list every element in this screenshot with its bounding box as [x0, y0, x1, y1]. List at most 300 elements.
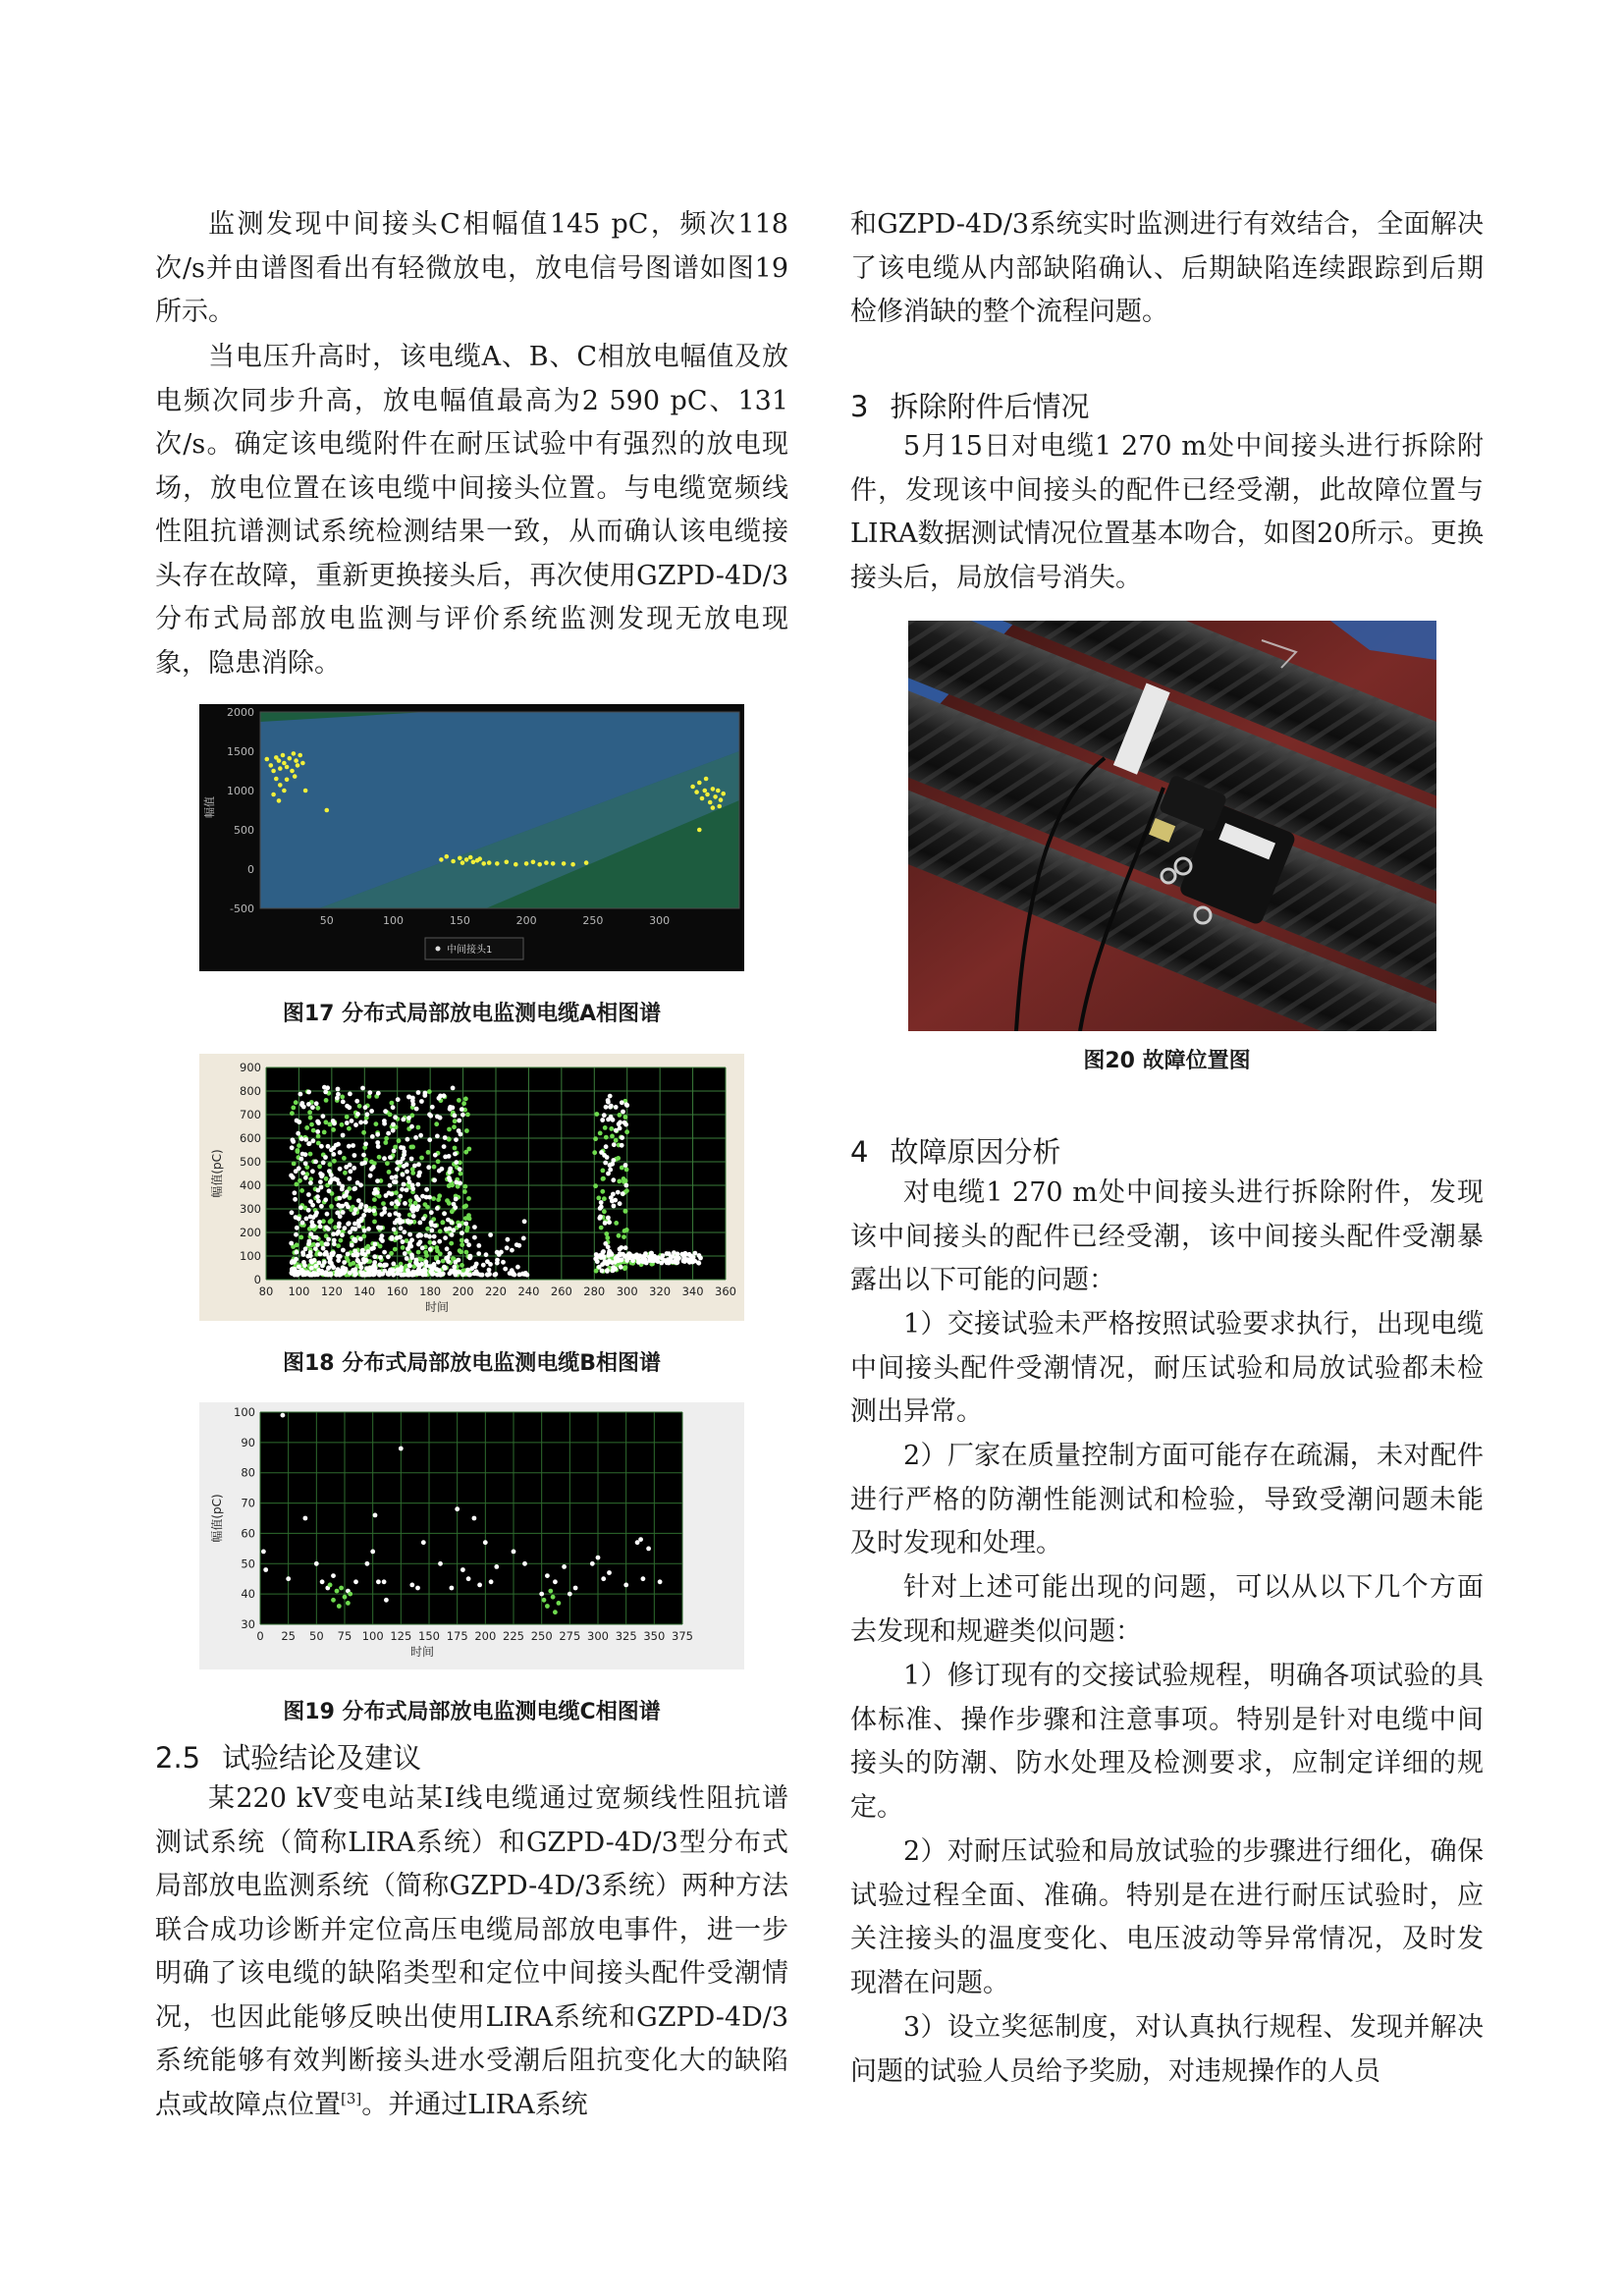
fig18-point: [611, 1177, 616, 1182]
fig19-point: [477, 1583, 482, 1588]
fig18-point: [432, 1165, 437, 1170]
fig18-point: [387, 1270, 392, 1275]
fig18-point: [595, 1259, 600, 1264]
fig18-point: [692, 1259, 697, 1264]
fig18-point: [431, 1272, 436, 1277]
fig18-point: [329, 1204, 334, 1209]
fig17-point: [303, 789, 308, 793]
fig18-point: [304, 1217, 309, 1222]
left-paragraph-2: 当电压升高时，该电缆A、B、C相放电幅值及放电频次同步升高，放电幅值最高为2 590 pC、131次/s。确定该电缆附件在耐压试验中有强烈的放电现场，放电位置在该电缆中间接头位置。与电缆宽频线性阻抗谱测试系统检测结果一致，从而确认该电缆接头存在故障，重新更换接头后，再次使用GZPD-4D/3分布式局部放电监测与评价系统监测发现无放电现象，隐患消除。: [155, 342, 788, 679]
fig18-point: [359, 1265, 364, 1270]
fig18-point: [381, 1201, 386, 1206]
fig18-point: [682, 1253, 687, 1258]
fig18-point: [352, 1153, 357, 1158]
fig18-point: [409, 1124, 414, 1129]
fig18-point: [382, 1156, 387, 1161]
fig18-point: [474, 1262, 479, 1267]
fig18-point: [330, 1252, 335, 1257]
fig18-point: [310, 1105, 315, 1110]
fig18-point: [303, 1137, 308, 1142]
fig18-point: [290, 1145, 295, 1150]
fig17-ylabel: 幅值: [203, 796, 216, 818]
fig18-point: [315, 1129, 320, 1134]
fig18-point: [303, 1161, 308, 1166]
fig18-point: [602, 1113, 607, 1118]
fig18-point: [602, 1196, 607, 1201]
fig18-point: [345, 1121, 350, 1125]
citation-ref: [3]: [341, 2089, 362, 2107]
fig18-point: [338, 1150, 343, 1155]
fig18-xtick: 360: [715, 1285, 736, 1298]
fig18-point: [515, 1265, 520, 1270]
fig18-point: [300, 1171, 305, 1175]
figure-20-photo: [908, 621, 1436, 1031]
right-paragraph-6: 针对上述可能出现的问题，可以从以下几个方面去发现和规避类似问题：: [850, 1572, 1484, 1647]
fig19-point: [573, 1586, 578, 1591]
fig19-xtick: 50: [309, 1629, 324, 1643]
left-paragraph-3-text: 某220 kV变电站某I线电缆通过宽频线性阻抗谱测试系统（简称LIRA系统）和GZPD-4D/3型分布式局部放电监测系统（简称GZPD-4D/3系统）两种方法联合成功诊断并定位高压电缆局部放电事件，进一步明确了该电缆的缺陷类型和定位中间接头配件受潮情况，也因此能够反映出使用LIRA系统和GZPD-4D/3系统能够有效判断接头进水受潮后阻抗变化大的缺陷点或故障点位置: [155, 1783, 788, 2120]
fig18-point: [355, 1252, 360, 1257]
fig18-point: [369, 1246, 374, 1251]
fig18-point: [348, 1092, 352, 1097]
fig18-point: [443, 1135, 448, 1140]
fig18-point: [451, 1086, 456, 1091]
fig18-point: [363, 1204, 368, 1209]
fig18-point: [316, 1199, 321, 1204]
fig18-point: [463, 1097, 468, 1102]
right-paragraph-2: 5月15日对电缆1 270 m处中间接头进行拆除附件，发现该中间接头的配件已经受潮，此故障位置与LIRA数据测试情况位置基本吻合，如图20所示。更换接头后，局放信号消失。: [850, 431, 1484, 593]
fig18-point: [466, 1242, 471, 1247]
fig18-point: [293, 1267, 298, 1272]
fig18-point: [326, 1237, 331, 1242]
fig18-point: [442, 1144, 447, 1149]
fig19-point: [281, 1413, 286, 1418]
fig18-point: [342, 1194, 347, 1199]
fig18-point: [425, 1227, 430, 1231]
fig18-point: [336, 1258, 341, 1263]
fig18-point: [437, 1169, 442, 1174]
fig18-point: [332, 1159, 337, 1164]
fig18-point: [434, 1121, 439, 1126]
fig18-point: [369, 1109, 374, 1114]
fig18-point: [686, 1259, 691, 1264]
fig19-point: [455, 1506, 460, 1511]
fig18-point: [308, 1180, 313, 1185]
fig18-point: [603, 1259, 608, 1264]
fig18-point: [488, 1262, 493, 1267]
fig18-point: [394, 1190, 399, 1195]
fig17-point: [439, 857, 444, 862]
fig18-point: [431, 1196, 436, 1201]
fig18-point: [472, 1225, 477, 1230]
fig19-point: [331, 1573, 336, 1578]
fig18-point: [375, 1140, 380, 1145]
fig18-point: [322, 1130, 327, 1135]
fig18-point: [618, 1247, 622, 1252]
fig18-point: [604, 1231, 609, 1236]
fig18-point: [403, 1251, 407, 1256]
fig18-point: [324, 1226, 329, 1230]
fig18-point: [620, 1143, 624, 1148]
fig18-point: [332, 1241, 337, 1246]
fig18-point: [299, 1157, 304, 1162]
fig17-point: [281, 753, 286, 758]
fig18-point: [317, 1220, 322, 1225]
fig18-point: [343, 1226, 348, 1230]
fig18-ytick: 100: [240, 1249, 261, 1263]
fig19-point: [450, 1586, 455, 1591]
fig18-point: [383, 1140, 388, 1145]
fig18-point: [332, 1121, 337, 1126]
fig18-point: [317, 1165, 322, 1170]
fig18-point: [506, 1237, 511, 1242]
fig18-point: [464, 1238, 469, 1243]
fig17-point: [290, 769, 295, 774]
fig18-ytick: 300: [240, 1202, 261, 1216]
fig19-point: [557, 1601, 562, 1606]
fig18-point: [624, 1103, 629, 1108]
fig18-point: [467, 1256, 472, 1261]
fig18-point: [322, 1085, 327, 1090]
fig18-point: [661, 1253, 666, 1258]
fig17-point: [300, 761, 305, 766]
fig18-point: [358, 1205, 363, 1210]
fig18-point: [371, 1208, 376, 1213]
fig18-point: [321, 1114, 326, 1119]
fig18-point: [460, 1107, 464, 1112]
fig18-point: [401, 1245, 406, 1250]
fig18-point: [364, 1266, 369, 1271]
fig19-point: [263, 1567, 268, 1572]
fig18-chart: [199, 1054, 744, 1321]
fig18-point: [352, 1273, 357, 1278]
fig18-point: [618, 1121, 622, 1125]
cable-joint-photo: [908, 621, 1436, 1031]
fig18-point: [623, 1245, 628, 1250]
right-paragraph-7: 1）修订现有的交接试验规程，明确各项试验的具体标准、操作步骤和注意事项。特别是针对电缆中间接头的防潮、防水处理及检测要求，应制定详细的规定。: [850, 1661, 1484, 1823]
fig18-point: [603, 1241, 608, 1246]
fig18-point: [329, 1177, 334, 1182]
figure-18: [199, 1054, 744, 1321]
fig18-point: [316, 1134, 321, 1139]
fig18-point: [309, 1122, 314, 1127]
fig19-point: [365, 1561, 370, 1566]
fig18-point: [347, 1126, 352, 1131]
fig19-point: [539, 1592, 544, 1597]
fig18-point: [380, 1238, 385, 1243]
fig18-point: [362, 1229, 367, 1233]
fig18-point: [319, 1144, 324, 1149]
fig17-xtick: 150: [449, 914, 470, 927]
fig18-point: [372, 1220, 377, 1225]
fig17-point: [285, 778, 290, 783]
fig18-point: [445, 1246, 450, 1251]
fig18-point: [292, 1162, 297, 1167]
fig18-point: [319, 1269, 324, 1274]
fig18-point: [424, 1187, 429, 1192]
fig17-point: [551, 861, 556, 866]
fig18-xtick: 200: [452, 1285, 474, 1298]
fig18-point: [362, 1161, 367, 1166]
fig18-point: [336, 1243, 341, 1248]
fig19-xtick: 200: [474, 1629, 497, 1643]
fig19-xtick: 300: [587, 1629, 609, 1643]
fig18-point: [458, 1167, 462, 1172]
fig18-point: [291, 1137, 296, 1142]
fig18-point: [423, 1091, 428, 1096]
fig17-ytick: 2000: [227, 706, 254, 719]
fig18-point: [324, 1120, 329, 1124]
fig19-point: [607, 1570, 612, 1575]
fig19-xtick: 325: [615, 1629, 637, 1643]
fig18-point: [402, 1182, 406, 1187]
fig18-point: [423, 1268, 428, 1273]
fig19-point: [346, 1601, 351, 1606]
figure-20-caption: 图20 故障位置图: [1083, 1049, 1251, 1073]
fig18-point: [622, 1234, 626, 1239]
section-2-5-title: 试验结论及建议: [222, 1741, 422, 1775]
fig18-point: [340, 1122, 345, 1127]
fig18-point: [611, 1265, 616, 1270]
fig17-point: [458, 856, 462, 861]
fig18-point: [488, 1232, 493, 1237]
fig18-point: [324, 1176, 329, 1181]
fig18-point: [608, 1094, 613, 1099]
fig18-point: [352, 1186, 357, 1191]
fig18-point: [624, 1258, 629, 1263]
fig18-point: [325, 1212, 330, 1217]
fig18-point: [604, 1144, 609, 1149]
fig18-point: [454, 1180, 459, 1185]
fig18-point: [307, 1141, 312, 1146]
fig19-xtick: 75: [337, 1629, 352, 1643]
fig18-point: [317, 1261, 322, 1266]
fig18-point: [432, 1234, 437, 1239]
fig18-point: [427, 1137, 432, 1142]
fig18-point: [292, 1260, 297, 1265]
fig18-point: [307, 1110, 312, 1115]
fig17-point: [703, 789, 708, 793]
fig18-point: [410, 1096, 415, 1101]
fig18-point: [420, 1245, 425, 1250]
fig17-point: [570, 862, 575, 867]
fig18-point: [313, 1246, 318, 1251]
fig18-point: [601, 1176, 606, 1181]
fig19-point: [261, 1550, 266, 1555]
fig17-point: [705, 793, 710, 797]
fig19-point: [384, 1598, 389, 1603]
fig17-point: [524, 861, 529, 866]
fig18-point: [300, 1221, 305, 1226]
fig18-xtick: 220: [485, 1285, 507, 1298]
fig18-xtick: 140: [353, 1285, 376, 1298]
fig18-point: [306, 1090, 311, 1095]
fig18-point: [447, 1154, 452, 1159]
fig18-point: [297, 1143, 301, 1148]
fig18-point: [453, 1152, 458, 1157]
fig18-xtick: 120: [320, 1285, 343, 1298]
fig17-point: [468, 855, 473, 860]
fig18-point: [306, 1192, 311, 1197]
fig17-point: [584, 860, 589, 865]
fig19-ytick: 80: [241, 1465, 255, 1480]
fig18-point: [289, 1241, 294, 1246]
fig18-point: [391, 1122, 396, 1127]
fig18-point: [447, 1137, 452, 1142]
fig18-point: [384, 1136, 389, 1141]
fig18-point: [493, 1273, 498, 1278]
fig19-point: [522, 1561, 527, 1566]
fig19-xtick: 375: [672, 1629, 693, 1643]
fig18-point: [505, 1245, 510, 1250]
fig18-point: [301, 1252, 306, 1257]
fig17-point: [288, 756, 293, 761]
fig18-point: [402, 1152, 406, 1157]
fig18-point: [606, 1100, 611, 1105]
fig18-point: [603, 1221, 608, 1226]
fig18-point: [466, 1213, 471, 1218]
fig18-point: [618, 1113, 622, 1118]
fig18-point: [410, 1145, 415, 1150]
fig18-point: [428, 1247, 433, 1252]
fig18-point: [407, 1232, 412, 1237]
fig18-point: [429, 1210, 434, 1215]
fig18-point: [390, 1175, 395, 1180]
fig17-point: [711, 805, 716, 810]
fig18-point: [430, 1105, 435, 1110]
fig18-point: [411, 1102, 416, 1107]
fig18-ytick: 200: [240, 1226, 261, 1239]
fig18-point: [458, 1248, 462, 1253]
fig18-point: [378, 1263, 383, 1268]
fig19-point: [335, 1589, 340, 1594]
fig17-point: [694, 790, 699, 794]
fig18-point: [620, 1100, 624, 1105]
fig18-point: [348, 1163, 352, 1168]
fig18-point: [476, 1251, 481, 1256]
fig18-xtick: 280: [583, 1285, 606, 1298]
fig18-point: [497, 1252, 502, 1257]
fig17-point: [277, 798, 282, 803]
fig18-point: [461, 1101, 466, 1106]
fig18-point: [417, 1221, 422, 1226]
fig18-point: [495, 1258, 500, 1263]
fig18-point: [293, 1190, 298, 1195]
fig18-point: [294, 1272, 298, 1277]
fig18-point: [296, 1131, 300, 1136]
fig17-point: [531, 860, 536, 865]
fig18-point: [315, 1106, 320, 1111]
fig18-point: [437, 1268, 442, 1273]
fig18-point: [426, 1150, 431, 1155]
fig18-point: [623, 1163, 628, 1168]
fig18-point: [438, 1251, 443, 1256]
fig18-point: [353, 1122, 358, 1127]
fig18-ytick: 0: [253, 1273, 261, 1286]
fig18-point: [395, 1167, 400, 1172]
fig18-xtick: 180: [419, 1285, 442, 1298]
fig18-point: [341, 1248, 346, 1253]
fig18-point: [388, 1155, 393, 1160]
fig18-point: [467, 1273, 472, 1278]
fig19-point: [399, 1447, 404, 1451]
fig18-point: [453, 1114, 458, 1119]
fig18-point: [294, 1100, 298, 1105]
fig18-point: [353, 1238, 358, 1243]
fig19-ylabel: 幅值(pC): [210, 1494, 224, 1543]
fig18-point: [610, 1134, 615, 1139]
fig19-point: [320, 1579, 325, 1584]
fig18-point: [391, 1273, 396, 1278]
fig18-point: [352, 1166, 356, 1171]
fig18-point: [356, 1219, 361, 1224]
fig19-point: [646, 1547, 651, 1552]
fig18-point: [612, 1142, 617, 1147]
fig18-point: [521, 1236, 526, 1241]
fig18-point: [609, 1104, 614, 1109]
fig18-point: [450, 1232, 455, 1237]
right-paragraph-1: 和GZPD-4D/3系统实时监测进行有效结合，全面解决了该电缆从内部缺陷确认、后期缺陷连续跟踪到后期检修消缺的整个流程问题。: [850, 209, 1484, 327]
fig18-ytick: 800: [240, 1084, 261, 1098]
fig17-point: [716, 789, 721, 793]
fig18-point: [308, 1231, 313, 1236]
fig17-ytick: 1500: [227, 745, 254, 758]
section-3-title: 拆除附件后情况: [890, 390, 1090, 423]
fig19-xtick: 250: [530, 1629, 553, 1643]
fig19-point: [466, 1576, 471, 1581]
fig19-xtick: 25: [281, 1629, 296, 1643]
fig17-point: [477, 856, 482, 861]
fig18-point: [618, 1201, 622, 1206]
fig18-point: [603, 1125, 608, 1130]
fig18-point: [308, 1215, 313, 1220]
right-paragraph-5: 2）厂家在质量控制方面可能存在疏漏，未对配件进行严格的防潮性能测试和检验，导致受潮问题未能及时发现和处理。: [850, 1441, 1484, 1558]
fig18-point: [406, 1116, 411, 1121]
fig18-point: [390, 1236, 395, 1241]
fig17-legend-marker: [436, 947, 441, 952]
fig18-point: [409, 1255, 414, 1260]
figure-17-caption: 图17 分布式局部放电监测电缆A相图谱: [282, 1002, 662, 1026]
fig18-point: [382, 1121, 387, 1126]
fig18-point: [430, 1229, 435, 1233]
fig18-point: [604, 1135, 609, 1140]
fig19-point: [415, 1586, 420, 1591]
fig18-point: [686, 1252, 691, 1257]
fig18-point: [424, 1253, 429, 1258]
fig17-point: [690, 785, 695, 790]
fig18-point: [436, 1159, 441, 1164]
fig17-point: [464, 857, 469, 862]
fig19-point: [373, 1513, 378, 1518]
fig19-point: [472, 1516, 477, 1521]
fig18-point: [596, 1196, 601, 1201]
fig18-point: [388, 1113, 393, 1118]
fig18-point: [298, 1205, 303, 1210]
fig19-point: [489, 1579, 494, 1584]
fig18-point: [370, 1268, 375, 1273]
fig18-point: [338, 1167, 343, 1172]
fig18-point: [619, 1265, 623, 1270]
fig18-xtick: 260: [550, 1285, 572, 1298]
fig18-point: [340, 1095, 345, 1100]
fig18-point: [415, 1182, 420, 1187]
fig18-point: [447, 1127, 452, 1132]
fig18-point: [607, 1260, 612, 1265]
fig17-point: [719, 797, 724, 802]
fig19-point: [641, 1576, 646, 1581]
section-4-title: 故障原因分析: [890, 1135, 1061, 1169]
fig18-point: [390, 1101, 395, 1106]
